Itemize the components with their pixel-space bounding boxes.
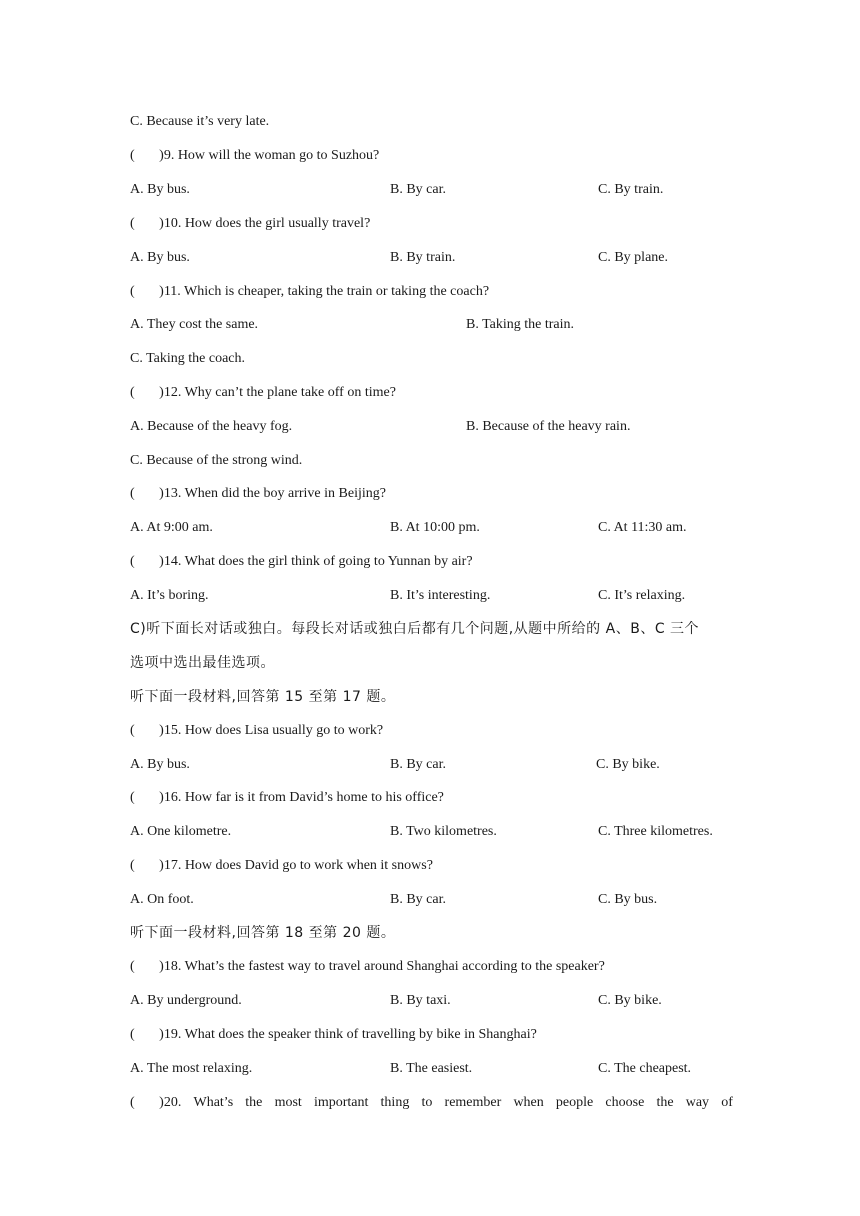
q20-word: choose [605,1095,645,1110]
option-a-q18: A. By underground. [130,993,242,1008]
option-c-q13: C. At 11:30 am. [598,520,687,535]
option-b-q11: B. Taking the train. [466,317,575,332]
option-a-q15: A. By bus. [130,757,190,772]
section-c-instructions-line2: 选项中选出最佳选项。 [130,655,275,671]
option-a-q19: A. The most relaxing. [130,1061,253,1076]
option-c-q11: C. Taking the coach. [130,351,246,366]
q20-word: thing [380,1095,410,1110]
q20-word: people [555,1095,594,1110]
option-b-q9: B. By car. [390,182,446,197]
passage-intro-18-20: 听下面一段材料,回答第 18 至第 20 题。 [130,925,396,941]
option-c-q17: C. By bus. [598,892,658,907]
question-9: ( )9. How will the woman go to Suzhou? [130,148,380,163]
option-b-q12: B. Because of the heavy rain. [466,419,631,434]
question-17: ( )17. How does David go to work when it snows? [130,858,433,873]
option-a-q14: A. It’s boring. [130,588,209,603]
question-14: ( )14. What does the girl think of going to Yunnan by air? [130,554,473,569]
option-a-q16: A. One kilometre. [130,824,232,839]
question-12: ( )12. Why can’t the plane take off on time? [130,385,396,400]
option-b-q15: B. By car. [390,757,446,772]
q20-word: the [656,1095,674,1110]
q20-word: What’s [193,1095,234,1110]
option-c-q12: C. Because of the strong wind. [130,453,303,468]
option-c-q15: C. By bike. [596,757,660,772]
question-13: ( )13. When did the boy arrive in Beijing? [130,486,386,501]
question-20 [130,1094,733,1112]
option-a-q17: A. On foot. [130,892,194,907]
q20-word: important [313,1095,369,1110]
option-c-q18: C. By bike. [598,993,662,1008]
question-18: ( )18. What’s the fastest way to travel around Shanghai according to the speaker? [130,959,605,974]
question-16: ( )16. How far is it from David’s home to his office? [130,790,444,805]
option-c-q8: C. Because it’s very late. [130,114,270,129]
option-c-q16: C. Three kilometres. [598,824,713,839]
q20-word: to [421,1095,433,1110]
option-b-q10: B. By train. [390,250,456,265]
passage-intro-15-17: 听下面一段材料,回答第 15 至第 17 题。 [130,689,396,705]
option-a-q12: A. Because of the heavy fog. [130,419,293,434]
option-b-q17: B. By car. [390,892,446,907]
question-11: ( )11. Which is cheaper, taking the train or taking the coach? [130,284,490,299]
q20-word: most [274,1095,302,1110]
q20-word: the [245,1095,263,1110]
option-b-q14: B. It’s interesting. [390,588,491,603]
section-c-instructions-line1: C)听下面长对话或独白。每段长对话或独白后都有几个问题,从题中所给的 A、B、C 三个 [130,621,700,637]
question-19: ( )19. What does the speaker think of travelling by bike in Shanghai? [130,1027,537,1042]
option-b-q18: B. By taxi. [390,993,451,1008]
option-a-q13: A. At 9:00 am. [130,520,213,535]
option-c-q9: C. By train. [598,182,664,197]
q20-word: way [685,1095,710,1110]
q20-word: of [721,1095,733,1110]
option-c-q14: C. It’s relaxing. [598,588,686,603]
option-c-q10: C. By plane. [598,250,668,265]
option-b-q19: B. The easiest. [390,1061,473,1076]
option-b-q13: B. At 10:00 pm. [390,520,480,535]
option-c-q19: C. The cheapest. [598,1061,692,1076]
q20-word: remember [444,1095,502,1110]
option-b-q16: B. Two kilometres. [390,824,497,839]
q20-word: when [513,1095,544,1110]
q20-word: ( )20. [130,1095,182,1110]
question-15: ( )15. How does Lisa usually go to work? [130,723,384,738]
option-a-q11: A. They cost the same. [130,317,259,332]
option-a-q10: A. By bus. [130,250,190,265]
question-10: ( )10. How does the girl usually travel? [130,216,371,231]
option-a-q9: A. By bus. [130,182,190,197]
